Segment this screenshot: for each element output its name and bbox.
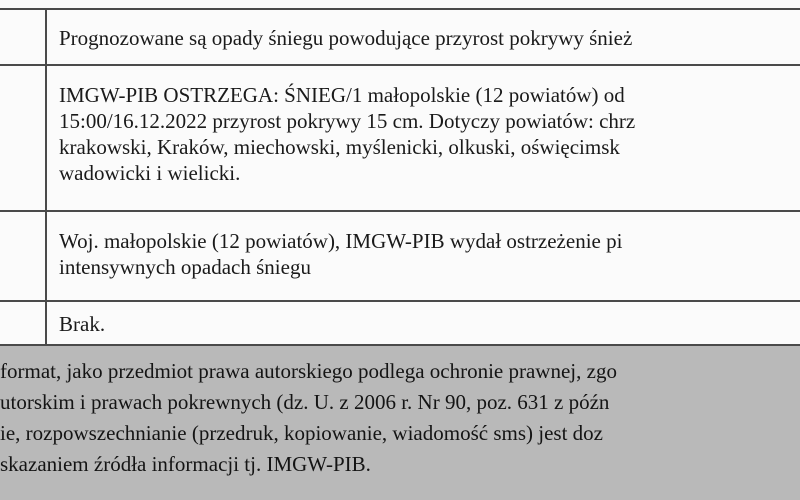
cell-text-line: wadowicki i wielicki. <box>59 161 241 185</box>
cell-text-line: Woj. małopolskie (12 powiatów), IMGW-PIB wydał ostrzeżenie pi <box>59 229 623 253</box>
footer-text-line: ie, rozpowszechnianie (przedruk, kopiowanie, wiadomość sms) jest doz <box>0 421 603 445</box>
table-row <box>0 64 800 212</box>
copyright-notice <box>0 346 800 500</box>
cell-text-line: 15:00/16.12.2022 przyrost pokrywy 15 cm. Dotyczy powiatów: chrz <box>59 109 636 133</box>
label-cell <box>0 302 47 344</box>
value-cell-forecast <box>47 10 800 65</box>
cell-text-line: IMGW-PIB OSTRZEGA: ŚNIEG/1 małopolskie (12 powiatów) od <box>59 83 625 107</box>
footer-text-line: skazaniem źródła informacji tj. IMGW-PIB. <box>0 452 371 476</box>
value-cell-none <box>47 302 800 344</box>
label-cell <box>0 66 47 212</box>
label-cell <box>0 10 47 65</box>
label-cell <box>0 212 47 302</box>
cell-text-line: Brak. <box>59 312 106 336</box>
table-row <box>0 8 800 65</box>
cell-text-line: krakowski, Kraków, miechowski, myślenicki, olkuski, oświęcimsk <box>59 135 620 159</box>
value-cell-region <box>47 212 800 302</box>
footer-text-line: format, jako przedmiot prawa autorskiego podlega ochronie prawnej, zgo <box>0 359 617 383</box>
table-row <box>0 210 800 302</box>
table-row <box>0 300 800 346</box>
footer-text-line: utorskim i prawach pokrewnych (dz. U. z 2006 r. Nr 90, poz. 631 z późn <box>0 390 610 414</box>
value-cell-warning <box>47 66 800 212</box>
cell-text-line: Prognozowane są opady śniegu powodujące przyrost pokrywy śnież <box>59 26 633 50</box>
cell-text-line: intensywnych opadach śniegu <box>59 255 311 279</box>
